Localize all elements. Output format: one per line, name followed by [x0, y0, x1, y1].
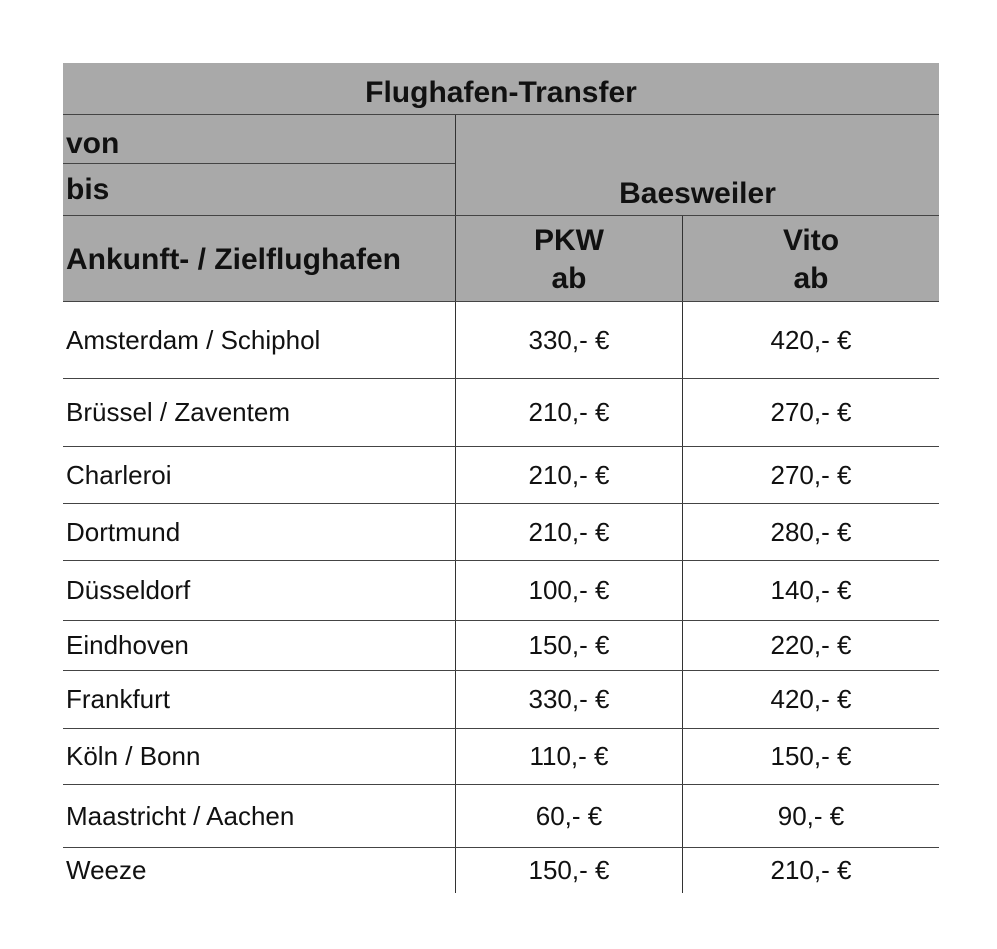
column-header-pkw: [456, 216, 683, 301]
table-row: [63, 729, 939, 785]
transfer-price-table: [63, 63, 939, 893]
pkw-price-cell: 210,- €: [456, 379, 683, 446]
column-header-row: [63, 216, 939, 302]
pkw-price-cell: 330,- €: [456, 671, 683, 728]
airport-cell: Düsseldorf: [63, 561, 456, 620]
column-header-airport: Ankunft- / Zielflughafen: [63, 216, 456, 301]
airport-cell: Maastricht / Aachen: [63, 785, 456, 847]
vito-price-cell: 150,- €: [770, 741, 852, 771]
table-row: [63, 504, 939, 561]
airport-cell: Charleroi: [63, 447, 456, 503]
airport-cell: Frankfurt: [63, 671, 456, 728]
vito-price-cell: 420,- €: [770, 684, 852, 714]
table-row: [63, 379, 939, 447]
pkw-price-cell: 330,- €: [456, 302, 683, 378]
table-body: [63, 302, 939, 893]
vito-price-cell: 140,- €: [770, 575, 852, 605]
airport-cell: Köln / Bonn: [63, 729, 456, 784]
table-row: [63, 447, 939, 504]
von-label: von: [63, 115, 455, 164]
route-header: [63, 115, 939, 216]
vito-price-cell: 270,- €: [770, 459, 852, 490]
table-row: [63, 671, 939, 729]
airport-cell: Dortmund: [63, 504, 456, 560]
airport-cell: Weeze: [63, 848, 456, 893]
vito-price-cell: 90,- €: [777, 800, 845, 831]
vito-price-cell: 210,- €: [770, 855, 852, 885]
table-row: [63, 302, 939, 379]
table-row: [63, 621, 939, 671]
table-row: [63, 785, 939, 848]
column-header-pkw-label: PKW: [534, 224, 604, 257]
table-row: [63, 848, 939, 893]
column-header-vito: [683, 216, 939, 301]
airport-cell: Brüssel / Zaventem: [63, 379, 456, 446]
pkw-price-cell: 150,- €: [456, 848, 683, 893]
column-header-vito-label: Vito: [782, 224, 840, 257]
table-title: Flughafen-Transfer: [63, 63, 939, 115]
pkw-price-cell: 150,- €: [456, 621, 683, 670]
pkw-price-cell: 110,- €: [456, 729, 683, 784]
vito-price-cell: 280,- €: [770, 516, 852, 547]
vito-price-cell: 220,- €: [770, 630, 852, 660]
pkw-price-cell: 100,- €: [456, 561, 683, 620]
table-row: [63, 561, 939, 621]
airport-cell: Eindhoven: [63, 621, 456, 670]
column-header-pkw-sub: ab: [551, 262, 587, 295]
pkw-price-cell: 210,- €: [456, 447, 683, 503]
bis-label: bis: [66, 173, 110, 206]
vito-price-cell: 270,- €: [770, 397, 852, 427]
airport-cell: Amsterdam / Schiphol: [63, 302, 456, 378]
route-labels: [63, 115, 456, 215]
pkw-price-cell: 60,- €: [456, 785, 683, 847]
column-header-vito-sub: ab: [793, 262, 829, 295]
pkw-price-cell: 210,- €: [456, 504, 683, 560]
vito-price-cell: 420,- €: [770, 324, 852, 355]
destination-label: Baesweiler: [619, 177, 776, 210]
